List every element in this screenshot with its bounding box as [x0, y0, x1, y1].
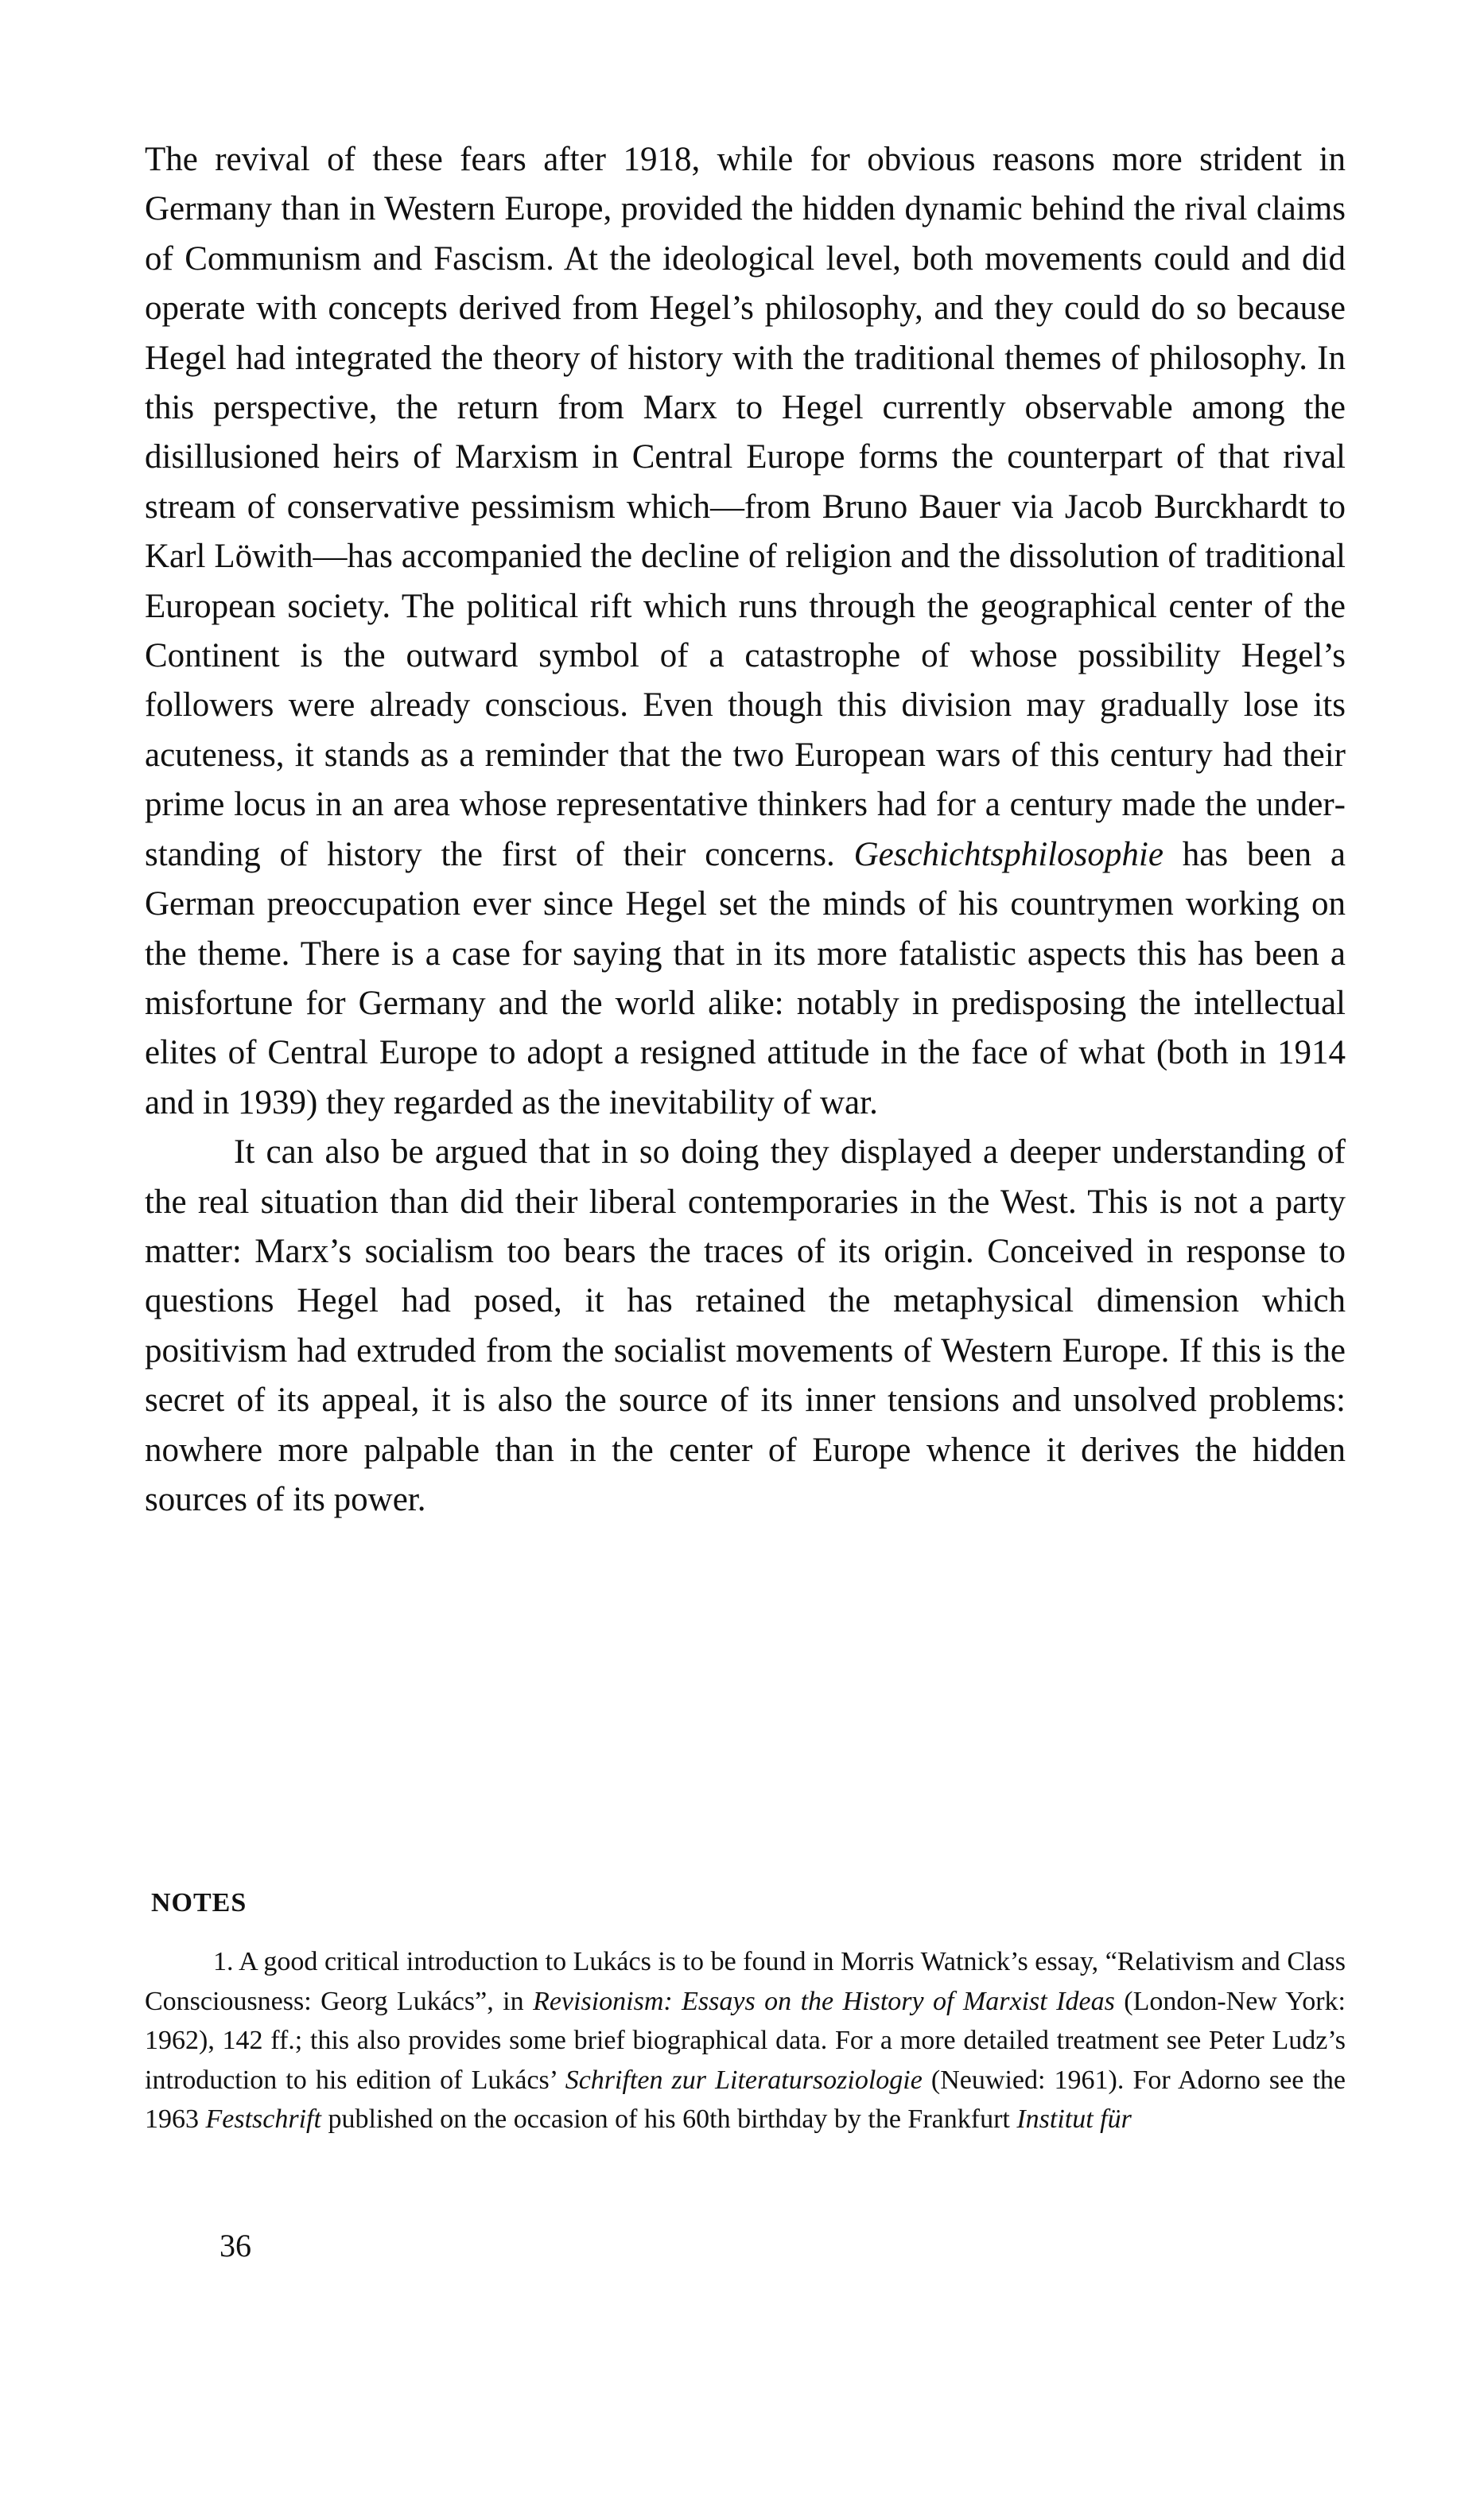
- footnote-1-italic-3: Festschrift: [205, 2104, 321, 2134]
- footnote-1: [145, 1942, 1346, 2139]
- page-number: 36: [219, 2228, 251, 2263]
- footnote-1-text-b: (London-New York: 1962), 142 ff.; this also provides some brief biographical data. For a more detailed treatment see Peter Ludz’s introduction to his edition of Lukács’: [145, 1986, 1346, 2095]
- paragraph-1-text-b: has been a German preoccupation ever since Hegel set the minds of his countrymen working on the theme. There is a case for saying that in its more fatalistic aspects this has been a misfortune for Germany and the world alike: notably in predisposing the intellectual elites of Central Europe to adopt a resigned attitude in the face of what (both in 1914 and in 1939) they regarded as the inevitability of war.: [145, 835, 1346, 1121]
- footnote-1-italic-1: Revisionism: Essays on the History of Marxist Ideas: [533, 1986, 1115, 2016]
- footnote-1-text-d: published on the occasion of his 60th birthday by the Frankfurt: [320, 2104, 1017, 2134]
- footnote-1-italic-4: Institut für: [1016, 2104, 1132, 2134]
- main-text: [145, 135, 1346, 1525]
- paragraph-1-italic-term: Geschichtsphilosophie: [853, 835, 1164, 873]
- notes-heading: NOTES: [151, 1888, 247, 1918]
- footnote-1-italic-2: Schriften zur Literatursoziologie: [565, 2065, 923, 2095]
- paragraph-1: [145, 135, 1346, 1128]
- paragraph-1-text-a: The revival of these fears after 1918, while for obvious reasons more strident in Germany than in Western Europe, provided the hidden dynamic behind the rival claims of Communism and Fascism. At the ideological level, both movements could and did operate with concepts derived from Hegel’s philosophy, and they could do so because Hegel had integrated the theory of history with the traditional themes of philosophy. In this perspective, the return from Marx to Hegel currently observable among the disillusioned heirs of Marxism in Central Europe forms the counterpart of that rival stream of conservative pessimism which—from Bruno Bauer via Jacob Burckhardt to Karl Löwith—has accompanied the decline of religion and the dissolution of traditional European society. The political rift which runs through the geographical center of the Continent is the outward symbol of a catastrophe of whose possibility Hegel’s followers were already conscious. Even though this division may gradually lose its acuteness, it stands as a reminder that the two European wars of this century had their prime locus in an area whose representative thinkers had for a century made the understanding of history the first of their concerns.: [145, 141, 1346, 873]
- footnote-1-text-c: (Neuwied: 1961). For Adorno see the 1963: [145, 2065, 1346, 2134]
- footnote-1-text-a: 1. A good critical introduction to Lukács is to be found in Morris Watnick’s essay, “Relativism and Class Consciousness: Georg Lukács”, in: [145, 1947, 1346, 2016]
- footnotes: [145, 1942, 1346, 2139]
- paragraph-2: It can also be argued that in so doing they displayed a deeper understanding of the real situation than did their liberal contemporaries in the West. This is not a party matter: Marx’s socialism too bears the traces of its origin. Conceived in response to questions Hegel had posed, it has retained the metaphysical dimension which positivism had extruded from the socialist movements of Western Europe. If this is the secret of its appeal, it is also the source of its inner tensions and unsolved problems: nowhere more palpable than in the center of Europe whence it derives the hidden sources of its power.: [145, 1133, 1346, 1518]
